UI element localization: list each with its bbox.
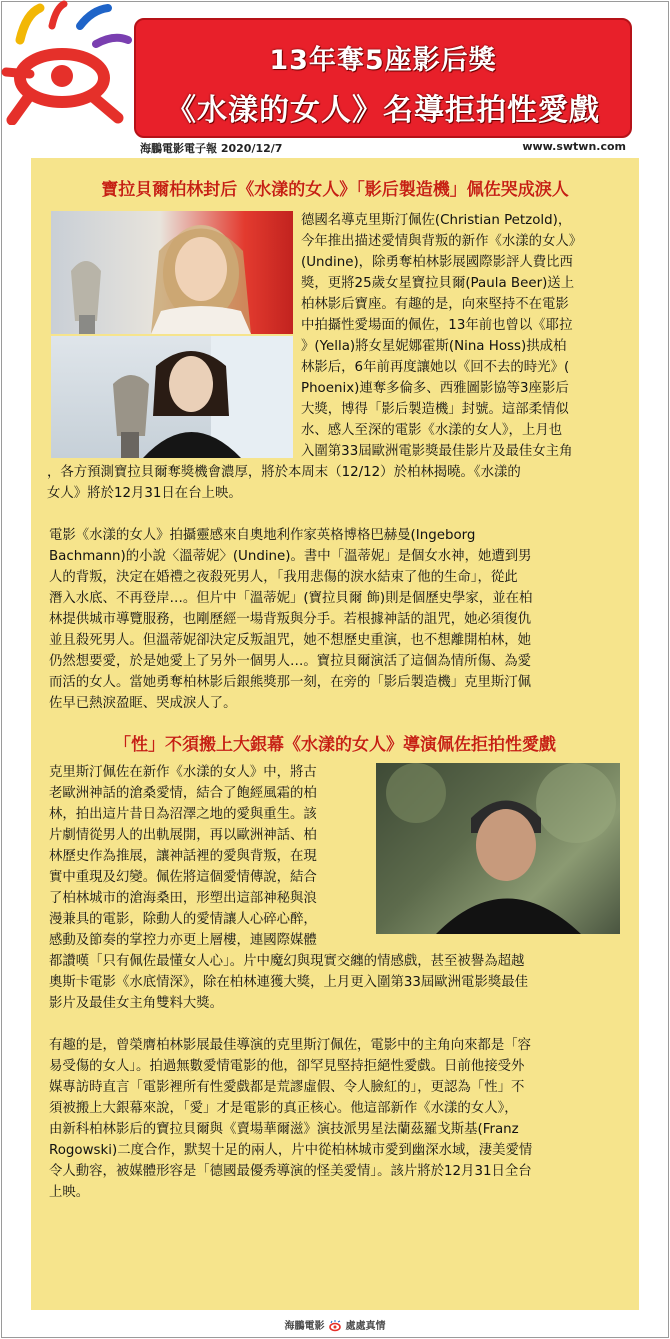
text-line: 林，拍出這片昔日為沼澤之地的愛與重生。該 — [49, 807, 317, 822]
text-line: 林提供城市導覽服務，也剛歷經一場背叛與分手。若根據神話的詛咒，她必須復仇 — [49, 612, 532, 627]
website-url[interactable]: www.swtwn.com — [522, 140, 626, 153]
text-line: 實中重現及幻變。佩佐將這個愛情傳說，結合 — [49, 870, 317, 885]
text-line: 影片及最佳女主角雙料大獎。 — [49, 996, 224, 1011]
text-line: 漫兼具的電影，除動人的愛情讓人心碎心醉， — [49, 912, 317, 927]
text-line: 並且殺死男人。但溫蒂妮卻決定反叛詛咒，她不想歷史重演，也不想離開柏林，她 — [49, 633, 532, 648]
text-line: 感動及節奏的掌控力亦更上層樓，連國際媒體 — [49, 933, 317, 948]
text-line: 克里斯汀佩佐在新作《水漾的女人》中，將古 — [49, 765, 317, 780]
text-line: ，各方預測寶拉貝爾奪獎機會濃厚，將於本周末（12/12）於柏林揭曉。《水漾的 — [47, 465, 521, 480]
swtwn-logo — [0, 0, 140, 125]
banner-title-line2: 《水漾的女人》名導拒拍性愛戲 — [166, 93, 600, 128]
text-line: 令人動容，被媒體形容是「德國最優秀導演的怪美愛情」。該片將於12月31日全台 — [49, 1164, 532, 1179]
text-line: 入圍第33屆歐洲電影獎最佳影片及最佳女主角 — [301, 444, 573, 459]
section2-paragraph1-full — [49, 951, 639, 1014]
text-line: 都讚嘆「只有佩佐最懂女人心」。片中魔幻與現實交纏的情感戲，甚至被譽為超越 — [49, 954, 525, 969]
footer-brand-left: 海鵬電影 — [284, 1321, 325, 1332]
text-line: 德國名導克里斯汀佩佐(Christian Petzold)， — [301, 213, 572, 228]
text-line: Bachmann)的小說〈溫蒂妮〉(Undine)。書中「溫蒂妮」是個女水神，她遭到男 — [49, 549, 532, 564]
text-line: Phoenix)連奪多倫多、西雅圖影協等3座影后 — [301, 381, 569, 396]
article-panel — [31, 158, 639, 1310]
section2-paragraph2 — [49, 1035, 639, 1203]
section1-paragraph1-full — [47, 462, 637, 504]
text-line: 易受傷的女人」。拍過無數愛情電影的他，卻罕見堅持拒絕性愛戲。日前他接受外 — [49, 1059, 525, 1074]
section2-headline: 「性」不須搬上大銀幕《水漾的女人》導演佩佐拒拍性愛戲 — [114, 735, 556, 755]
actress-photo-top — [51, 211, 293, 334]
text-line: 奧斯卡電影《水底情深》，除在柏林連獲大獎，上月更入圍第33屆歐洲電影獎最佳 — [49, 975, 529, 990]
text-line: 由新科柏林影后的寶拉貝爾與《賣場華爾滋》演技派男星法蘭茲羅戈斯基(Franz — [49, 1122, 519, 1137]
text-line: 柏林影后寶座。有趣的是，向來堅持不在電影 — [301, 297, 569, 312]
banner-title-line1: 13年奪5座影后獎 — [269, 45, 497, 76]
title-banner — [134, 18, 632, 138]
text-line: 潛入水底、不再登岸…。但片中「溫蒂妮」(寶拉貝爾 飾)則是個歷史學家，並在柏 — [49, 591, 533, 606]
text-line: 片劇情從男人的出軌展開，再以歐洲神話、柏 — [49, 828, 317, 843]
section1-paragraph2 — [49, 525, 639, 714]
text-line: 中拍攝性愛場面的佩佐，13年前也曾以《耶拉 — [301, 318, 573, 333]
text-line: 媒專訪時直言「電影裡所有性愛戲都是荒謬虛假、令人臉紅的」，更認為「性」不 — [49, 1080, 525, 1095]
text-line: 林影后，6年前再度讓她以《回不去的時光》( — [301, 360, 570, 375]
text-line: Rogowski)二度合作，默契十足的兩人，片中從柏林城市愛到幽深水域，淒美愛情 — [49, 1143, 533, 1158]
text-line: 獎，更將25歲女星寶拉貝爾(Paula Beer)送上 — [301, 276, 575, 291]
text-line: 人的背叛，決定在婚禮之夜殺死男人，「我用悲傷的淚水結束了他的生命」，從此 — [49, 570, 518, 585]
section1-headline: 寶拉貝爾柏林封后《水漾的女人》「影后製造機」佩佐哭成淚人 — [101, 180, 569, 200]
text-line: 仍然想要愛，於是她愛上了另外一個男人…。寶拉貝爾演活了這個為情所傷、為愛 — [49, 654, 532, 669]
text-line: 了柏林城市的滄海桑田，形塑出這部神秘與浪 — [49, 891, 317, 906]
footer-brand-right: 處處真情 — [345, 1321, 386, 1332]
text-line: 須被搬上大銀幕來說，「愛」才是電影的真正核心。他這部新作《水漾的女人》， — [49, 1101, 518, 1116]
text-line: 今年推出描述愛情與背叛的新作《水漾的女人》 — [301, 234, 583, 249]
director-photo — [376, 763, 620, 934]
section1-paragraph1-wrap — [301, 210, 635, 462]
text-line: 水、感人至深的電影《水漾的女人》，上月也 — [301, 423, 563, 438]
section2-paragraph1-wrap — [49, 762, 371, 951]
text-line: 女人》將於12月31日在台上映。 — [47, 486, 242, 501]
actress-photo-bottom — [51, 336, 293, 458]
text-line: 有趣的是，曾榮膺柏林影展最佳導演的克里斯汀佩佐，電影中的主角向來都是「容 — [49, 1038, 532, 1053]
text-line: 林歷史作為推展，讓神話裡的愛與背叛，在現 — [49, 849, 317, 864]
text-line: 老歐洲神話的滄桑愛情，結合了飽經風霜的柏 — [49, 786, 317, 801]
text-line: 佐早已熱淚盈眶、哭成淚人了。 — [49, 696, 237, 711]
text-line: (Undine)，除勇奪柏林影展國際影評人費比西 — [301, 255, 573, 270]
text-line: 大獎，博得「影后製造機」封號。這部柔情似 — [301, 402, 569, 417]
text-line: 而活的女人。當她勇奪柏林影后銀熊獎那一刻，在旁的「影后製造機」克里斯汀佩 — [49, 675, 532, 690]
text-line: 上映。 — [49, 1185, 90, 1200]
publication-date: 海鵬電影電子報 2020/12/7 — [140, 142, 283, 155]
text-line: 》(Yella)將女星妮娜霍斯(Nina Hoss)拱成柏 — [301, 339, 567, 354]
text-line: 電影《水漾的女人》拍攝靈感來自奧地利作家英格博格巴赫曼(Ingeborg — [49, 528, 476, 543]
logo-mark-icon — [328, 1320, 342, 1332]
footer-brand — [0, 1317, 670, 1332]
